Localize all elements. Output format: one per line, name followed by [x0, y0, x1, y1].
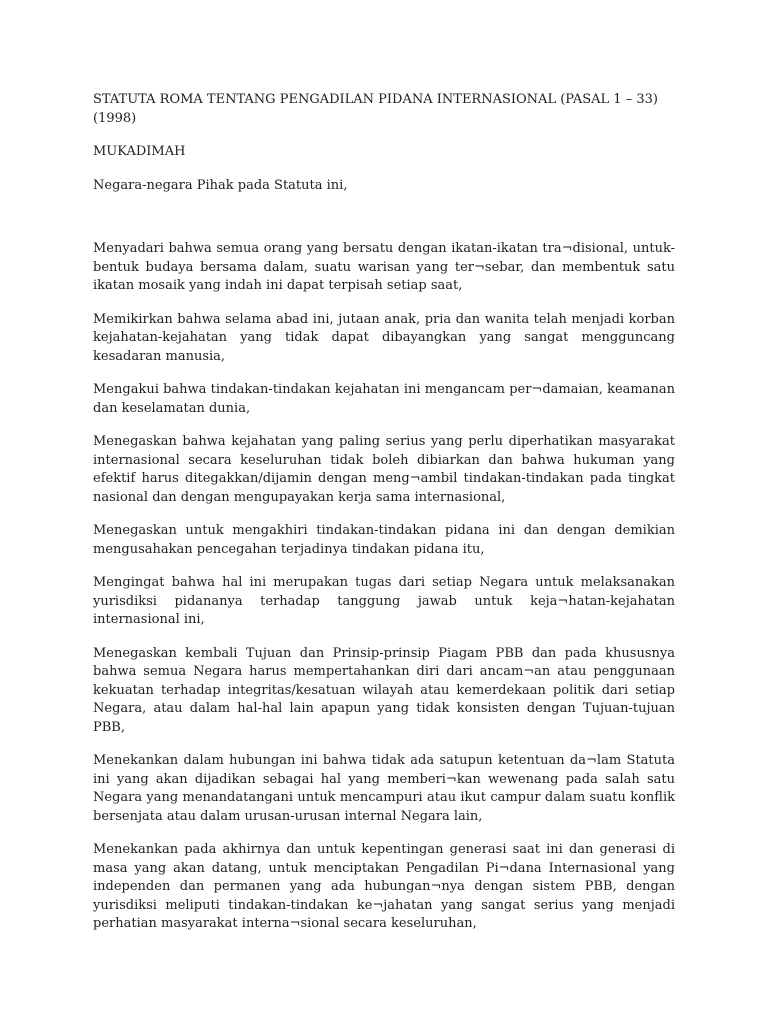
document-page — [93, 91, 675, 949]
section-heading: MUKADIMAH — [93, 144, 186, 159]
paragraph: Memikirkan bahwa selama abad ini, jutaan anak, pria dan wanita telah menjadi korban kejahatan-kejahatan yang tidak dapat dibayangkan yang sangat mengguncang kesadaran manusia, — [93, 311, 675, 364]
document-title: STATUTA ROMA TENTANG PENGADILAN PIDANA INTERNASIONAL (PASAL 1 – 33) (1998) — [93, 92, 658, 126]
paragraph: Mengingat bahwa hal ini merupakan tugas dari setiap Negara untuk melaksanakan yurisdiksi pidananya terhadap tanggung jawab untuk keja¬hatan-kejahatan internasional ini, — [93, 575, 675, 627]
paragraph: Menekankan dalam hubungan ini bahwa tidak ada satupun ketentuan da¬lam Statuta ini yang akan dijadikan sebagai hal yang memberi¬kan wewenang pada salah satu Negara yang menandatangani untuk mencampuri atau ikut campur dalam suatu konflik bersenjata atau dalam urusan-urusan internal Negara lain, — [93, 753, 675, 824]
paragraph: Mengakui bahwa tindakan-tindakan kejahatan ini mengancam per¬damaian, keamanan dan keselamatan dunia, — [93, 382, 675, 416]
opening-line: Negara-negara Pihak pada Statuta ini, — [93, 177, 348, 193]
paragraph: Menegaskan untuk mengakhiri tindakan-tindakan pidana ini dan dengan demikian mengusahakan pencegahan terjadinya tindakan pidana itu, — [93, 523, 675, 557]
paragraph: Menegaskan kembali Tujuan dan Prinsip-prinsip Piagam PBB dan pada khususnya bahwa semua Negara harus mempertahankan diri dari ancam¬an atau penggunaan kekuatan terhadap integritas/kesatuan wilayah atau kemerdekaan politik dari setiap Negara, atau dalam hal-hal lain apapun yang tidak konsisten dengan Tujuan-tujuan PBB, — [93, 645, 675, 735]
paragraph: Menegaskan bahwa kejahatan yang paling serius yang perlu diperhatikan masyarakat internasional secara keseluruhan tidak boleh dibiarkan dan bahwa hukuman yang efektif harus ditegakkan/dijamin dengan meng¬ambil tindakan-tindakan pada tingkat nasional dan dengan mengupayakan kerja sama internasional, — [93, 434, 675, 505]
paragraph: Menekankan pada akhirnya dan untuk kepentingan generasi saat ini dan generasi di masa yang akan datang, untuk menciptakan Pengadilan Pi¬dana Internasional yang independen dan permanen yang ada hubungan¬nya dengan sistem PBB, dengan yurisdiksi meliputi tindakan-tindakan ke¬jahatan yang sangat serius yang menjadi perhatian masyarakat interna¬sional secara keseluruhan, — [93, 842, 675, 931]
paragraph: Menyadari bahwa semua orang yang bersatu dengan ikatan-ikatan tra¬disional, untuk-bentuk budaya bersama dalam, suatu warisan yang ter¬sebar, dan membentuk satu ikatan mosaik yang indah ini dapat terpisah setiap saat, — [93, 241, 675, 293]
